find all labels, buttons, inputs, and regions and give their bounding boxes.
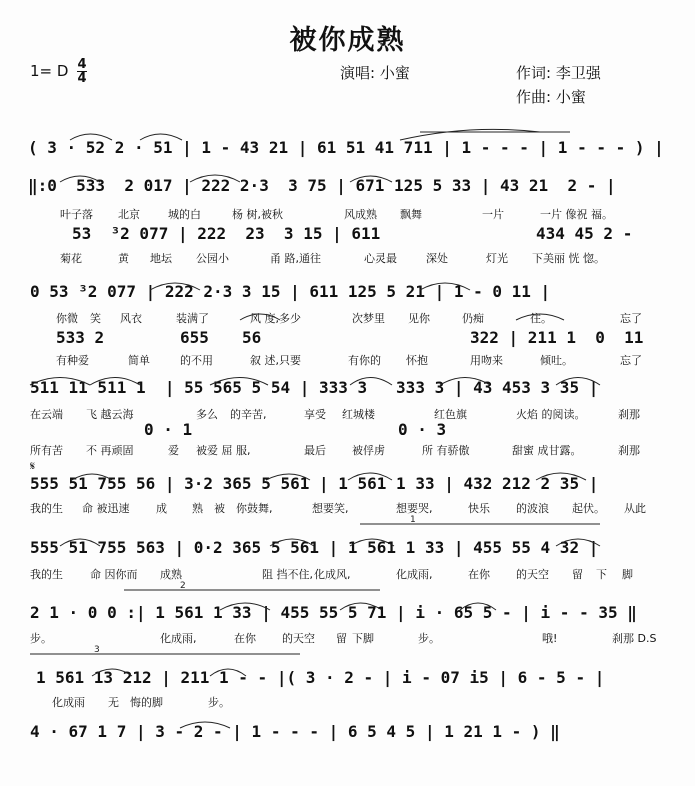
lyric-segment: 阻 挡不住, [262, 568, 313, 581]
notation-segment: 555 51 755 563 | 0·2 365 5 561 | 1 561 1 33 | 455 55 4 32 | [30, 538, 599, 557]
notation-segment: ‖:0 533 2 017 | 222 2·3 3 75 | 671 125 5 33 | 43 21 2 - | [28, 176, 616, 195]
lyric-segment: 快乐 [468, 502, 490, 515]
lyric-segment: 刹那 [618, 408, 640, 421]
lyric-segment: 心灵最 [364, 252, 397, 265]
lyric-segment: 化成雨, [160, 632, 197, 645]
composer-credit: 作曲: 小蜜 [516, 88, 586, 106]
lyric-segment: 杨 树,被秋 [232, 208, 283, 221]
lyric-segment: 的天空 [516, 568, 549, 581]
lyric-segment: 我的生 [30, 502, 63, 515]
lyric-segment: 刹那 [618, 444, 640, 457]
lyric-segment: 菊花 [60, 252, 82, 265]
lyric-segment: 叶子落 [60, 208, 93, 221]
lyric-segment: 有你的 [348, 354, 381, 367]
notation-segment: 322 | 211 1 0 11 [470, 328, 644, 347]
lyric-segment: 忘了 [620, 312, 642, 325]
volta-number: 2 [180, 581, 186, 591]
lyric-segment: 留 [572, 568, 583, 581]
lyric-segment: 无 [108, 696, 119, 709]
lyric-segment: 城的白 [168, 208, 201, 221]
lyric-segment: 被爱 屈 服, [196, 444, 251, 457]
singer-credit: 演唱: 小蜜 [340, 64, 410, 82]
lyric-segment: 想要笑, [312, 502, 349, 515]
lyric-segment: 地坛 [150, 252, 172, 265]
lyric-segment: 你鼓舞, [236, 502, 273, 515]
lyric-segment: 的天空 [282, 632, 315, 645]
lyric-segment: 你微 [56, 312, 78, 325]
lyric-segment: 下脚 [352, 632, 374, 645]
lyric-segment: 被俘虏 [352, 444, 385, 457]
lyric-segment: 起伏。 [572, 502, 605, 515]
notation-segment: 2 1 · 0 0 :| 1 561 1 33 | 455 55 5 71 | i · 65 5 - | i - - 35 ‖ [30, 603, 637, 622]
lyric-segment: 简单 [128, 354, 150, 367]
time-signature-top: 4 [77, 57, 87, 72]
lyricist-credit: 作词: 李卫强 [516, 64, 601, 82]
lyric-segment: 的波浪 [516, 502, 549, 515]
lyric-segment: 命 被迅速 [82, 502, 130, 515]
lyric-segment: 甜蜜 成甘露。 [512, 444, 582, 457]
lyric-segment: 成 [156, 502, 167, 515]
lyric-segment: 我的生 [30, 568, 63, 581]
notation-segment: 4 · 67 1 7 | 3 - 2 - | 1 - - - | 6 5 4 5 | 1 21 1 - ) ‖ [30, 722, 560, 741]
notation-segment: 56 [242, 328, 262, 347]
lyric-segment: 飞 越云海 [86, 408, 134, 421]
notation-segment: 0 · 3 [398, 420, 447, 439]
lyric-segment: 步。 [30, 632, 52, 645]
lyric-segment: 用吻来 [470, 354, 503, 367]
lyric-segment: 熟 [192, 502, 203, 515]
lyric-segment: 步。 [208, 696, 230, 709]
lyric-segment: 化成风, [314, 568, 351, 581]
lyric-segment: 红色旗 [434, 408, 467, 421]
volta-number: 3 [94, 645, 100, 655]
notation-segment: 53 ³2 077 | 222 23 3 15 | 611 [72, 224, 381, 243]
lyric-segment: 深处 [426, 252, 448, 265]
lyric-segment: 甬 路,通往 [270, 252, 321, 265]
lyric-segment: 北京 [118, 208, 140, 221]
time-signature-bottom: 4 [77, 71, 87, 86]
notation-segment: ( 3 · 52 2 · 51 | 1 - 43 21 | 61 51 41 711 | 1 - - - | 1 - - - ) | [28, 138, 664, 157]
notation-segment: 511 11 511 1 | 55 565 5 54 | 333 3 333 3 | 43 453 3 35 | [30, 378, 599, 397]
lyric-segment: 见你 [408, 312, 430, 325]
lyric-segment: 灯光 [486, 252, 508, 265]
key-signature: 1= D [30, 62, 69, 80]
lyric-segment: 从此 [624, 502, 646, 515]
lyric-segment: 所有苦 [30, 444, 63, 457]
lyric-segment: 在云端 [30, 408, 63, 421]
lyric-segment: 想要哭, [396, 502, 433, 515]
lyric-segment: 留 [336, 632, 347, 645]
lyric-segment: 刹那 D.S [612, 632, 657, 645]
lyric-segment: 红城楼 [342, 408, 375, 421]
lyric-segment: 风成熟 [344, 208, 377, 221]
lyric-segment: 成熟 [160, 568, 182, 581]
lyric-segment: 笑 [90, 312, 101, 325]
lyric-segment: 哦! [542, 632, 558, 645]
segno-mark: 𝄋 [30, 459, 36, 473]
volta-number: 1 [410, 515, 416, 525]
time-signature [77, 58, 87, 85]
lyric-segment: 多么 [196, 408, 218, 421]
lyric-segment: 的辛苦, [230, 408, 267, 421]
notation-segment: 655 [180, 328, 209, 347]
notation-segment: 0 53 ³2 077 | 222 2·3 3 15 | 611 125 5 21 | 1 - 0 11 | [30, 282, 551, 301]
lyric-segment: 爱 [168, 444, 179, 457]
song-title: 被你成熟 [289, 25, 406, 56]
lyric-segment: 下 [596, 568, 607, 581]
lyric-segment: 在你 [234, 632, 256, 645]
lyric-segment: 所 有骄傲 [422, 444, 470, 457]
lyric-segment: 命 因你而 [90, 568, 138, 581]
lyric-segment: 一片 像祝 福。 [540, 208, 613, 221]
lyric-segment: 装满了 [176, 312, 209, 325]
notation-segment: 0 · 1 [144, 420, 193, 439]
lyric-segment: 被 [214, 502, 225, 515]
notation-segment: 434 45 2 - [536, 224, 633, 243]
lyric-segment: 飘舞 [400, 208, 422, 221]
notation-segment: 555 51 755 56 | 3·2 365 5 561 | 1 561 1 33 | 432 212 2 35 | [30, 474, 599, 493]
lyric-segment: 忘了 [620, 354, 642, 367]
lyric-segment: 的不用 [180, 354, 213, 367]
lyric-segment: 不 再顽固 [86, 444, 134, 457]
lyric-segment: 黄 [118, 252, 129, 265]
lyric-segment: 风衣 [120, 312, 142, 325]
lyric-segment: 一片 [482, 208, 504, 221]
lyric-segment: 怀抱 [406, 354, 428, 367]
lyric-segment: 享受 [304, 408, 326, 421]
notation-segment: 533 2 [56, 328, 105, 347]
lyric-segment: 次梦里 [352, 312, 385, 325]
notation-segment: 1 561 13 212 | 211 1 - - |( 3 · 2 - | i - 07 i5 | 6 - 5 - | [36, 668, 605, 687]
lyric-segment: 风 度,多少 [250, 312, 301, 325]
lyric-segment: 往。 [530, 312, 552, 325]
lyric-segment: 叙 述,只要 [250, 354, 301, 367]
lyric-segment: 倾吐。 [540, 354, 573, 367]
lyric-segment: 公园小 [196, 252, 229, 265]
lyric-segment: 最后 [304, 444, 326, 457]
lyric-segment: 在你 [468, 568, 490, 581]
lyric-segment: 化成雨 [52, 696, 85, 709]
lyric-segment: 步。 [418, 632, 440, 645]
lyric-segment: 火焰 的阅读。 [516, 408, 586, 421]
lyric-segment: 化成雨, [396, 568, 433, 581]
lyric-segment: 下美丽 恍 惚。 [532, 252, 605, 265]
lyric-segment: 悔的脚 [130, 696, 163, 709]
lyric-segment: 有种爱 [56, 354, 89, 367]
lyric-segment: 脚 [622, 568, 633, 581]
lyric-segment: 仍痴 [462, 312, 484, 325]
